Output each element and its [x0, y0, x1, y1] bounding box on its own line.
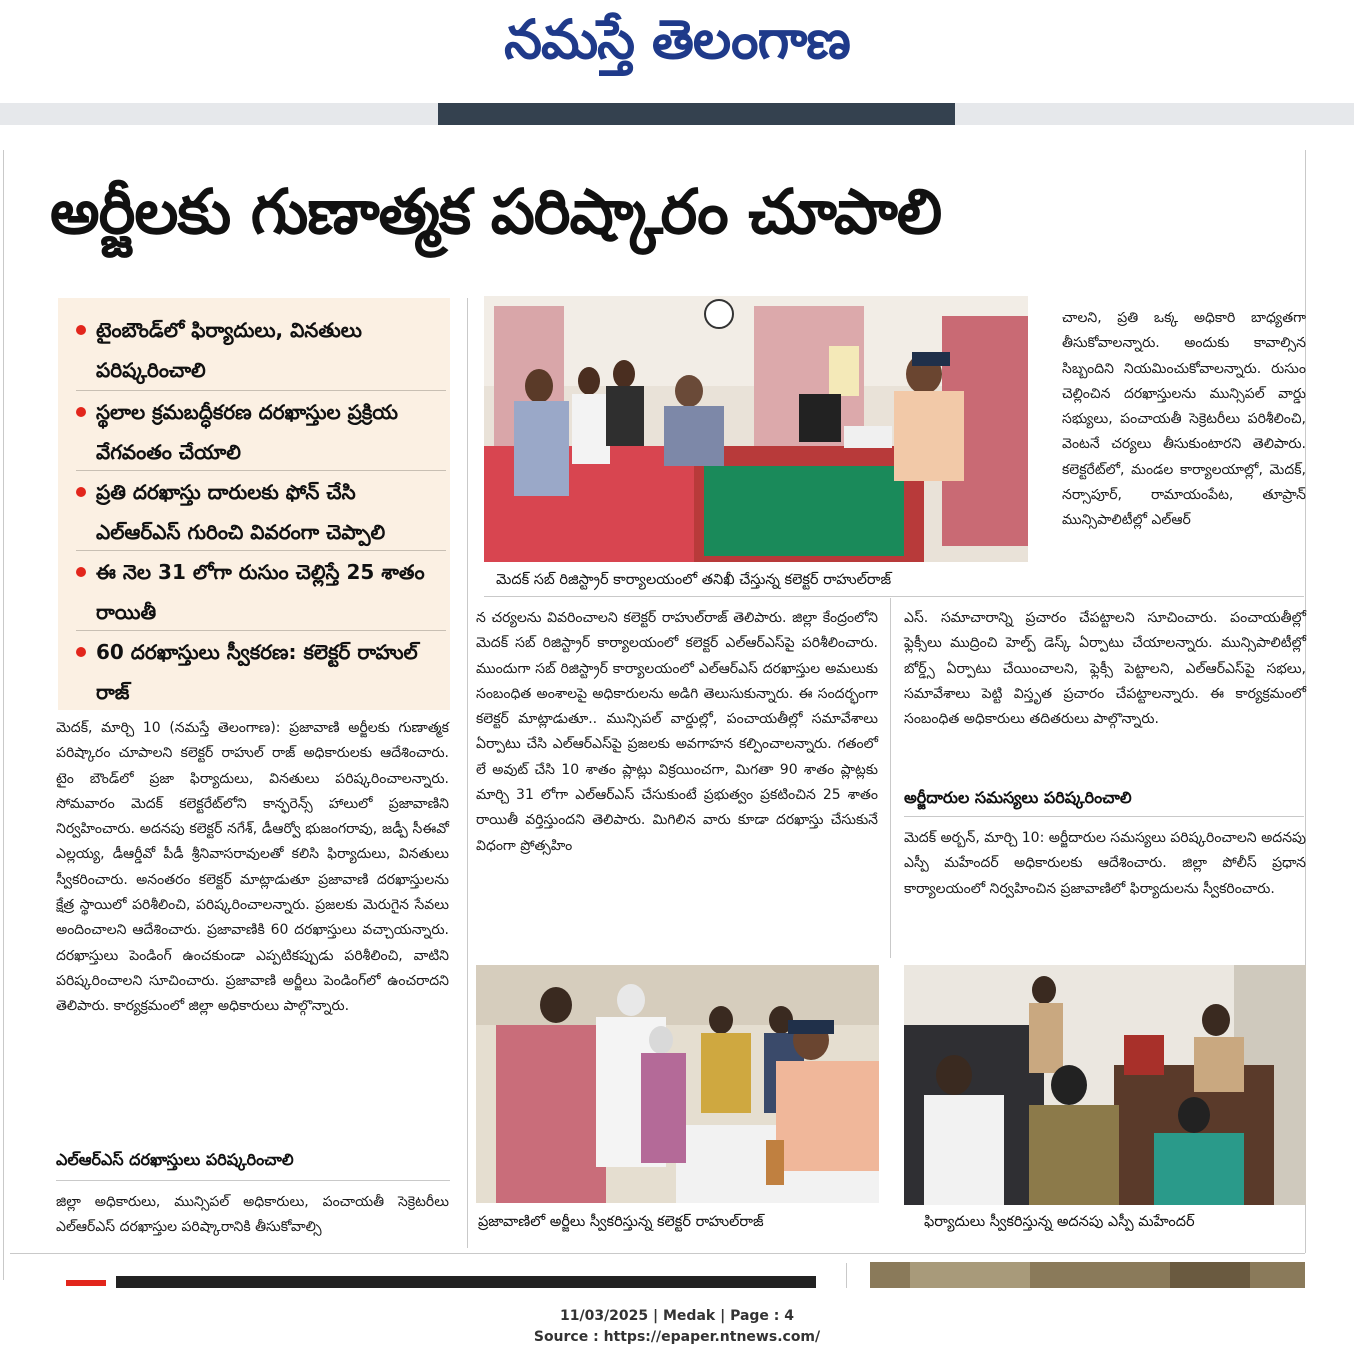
highlight-divider — [76, 470, 446, 471]
highlight-item: స్థలాల క్రమబద్ధీకరణ దరఖాస్తుల ప్రక్రియ వేగవంతం చేయాలి — [76, 392, 440, 472]
photo-caption: ఫిర్యాదులు స్వీకరిస్తున్న అదనపు ఎస్పీ మహేందర్ — [924, 1214, 1195, 1230]
next-article-photo — [870, 1262, 1305, 1288]
article-column-3: చాలని, ప్రతి ఒక్క అధికారి బాధ్యతగా తీసుకోవాలన్నారు. అందుకు కావాల్సిన సిబ్బందిని నియమించుకోవాలన్నారు. రుసుం చెల్లించిన దరఖాస్తులను మున్సిపల్ వార్డు సభ్యులు, పంచాయతీ సెక్రెటరీలు పరిశీలించి, వెంటనే చర్యలు తీసుకుంటారని తెలిపారు. కలెక్టరేట్‌లో, మండల కార్యాలయాల్లో, మెదక్, నర్సాపూర్, రామాయంపేట, తూప్రాన్ మున్సిపాలిటీల్లో ఎల్ఆర్ — [1062, 310, 1306, 529]
highlight-item: టైంబౌండ్‌లో ఫిర్యాదులు, వినతులు పరిష్కరించాలి — [76, 310, 440, 390]
highlight-divider — [76, 550, 446, 551]
photo-sub-registrar-inspection — [484, 296, 1028, 562]
bullet-icon — [76, 407, 86, 417]
page-border-bottom — [10, 1253, 1305, 1254]
bullet-icon — [76, 487, 86, 497]
subheading-grievances: అర్జీదారుల సమస్యలు పరిష్కరించాలి — [904, 788, 1132, 807]
photo-additional-sp — [904, 965, 1306, 1205]
footer-date-edition: 11/03/2025 | Medak | Page : 4 — [559, 1308, 795, 1324]
photo-prajavani-collector — [476, 965, 879, 1203]
section-divider — [484, 596, 1304, 597]
column-divider — [846, 1263, 847, 1288]
next-article-strip — [56, 1266, 846, 1288]
footer-source: Source : https://epaper.ntnews.com/ — [533, 1329, 821, 1345]
column-divider — [890, 598, 891, 958]
highlight-item: ఈ నెల 31 లోగా రుసుం చెల్లిస్తే 25 శాతం రాయితీ — [76, 552, 440, 632]
highlight-divider — [76, 630, 446, 631]
bullet-icon — [76, 325, 86, 335]
article-column-1: మెదక్, మార్చి 10 (నమస్తే తెలంగాణ): ప్రజావాణి అర్జీలకు గుణాత్మక పరిష్కారం చూపాలని కలెక్టర్ రాహుల్ రాజ్ అధికారులకు ఆదేశించారు. టైం బౌండ్‌లో ప్రజా ఫిర్యాదులు, వినతులు పరిష్కరించాలన్నారు. సోమవారం మెదక్ కలెక్టరేట్‌లోని కాన్ఫరెన్స్ హాలులో ప్రజావాణిని నిర్వహించారు. అదనపు కలెక్టర్ నగేశ్, డీఆర్వో భుజంగరావు, జడ్పీ సీఈవో ఎల్లయ్య, డీఆర్డీవో పీడీ శ్రీనివాసరావులతో కలిసి ఫిర్యాదులు, వినతులు స్వీకరించారు. అనంతరం కలెక్టర్ మాట్లాడుతూ ప్రజావాణి దరఖాస్తులను క్షేత్ర స్థాయిలో పరిశీలించి, పరిష్కరించాలన్నారు. ప్రజలకు మెరుగైన సేవలు అందించాలని ఆదేశించారు. ప్రజావాణికి 60 దరఖాస్తులు వచ్చాయన్నారు. దరఖాస్తులు పెండింగ్ ఉంచకుండా ఎప్పటికప్పుడు పరిశీలించి, వాటిని పరిష్కరించాలని సూచించారు. ప్రజావాణి అర్జీలు పెండింగ్‌లో ఉంచరాదని తెలిపారు. కార్యక్రమంలో జిల్లా అధికారులు పాల్గొన్నారు. — [56, 720, 449, 1015]
subheading-rule — [904, 816, 1304, 817]
highlight-item: 60 దరఖాస్తులు స్వీకరణ: కలెక్టర్ రాహుల్ రాజ్ — [76, 632, 440, 712]
photo-caption: ప్రజావాణిలో అర్జీలు స్వీకరిస్తున్న కలెక్టర్ రాహుల్‌రాజ్ — [478, 1214, 764, 1230]
article-column-1-continued: జిల్లా అధికారులు, మున్సిపల్ అధికారులు, పంచాయతీ సెక్రెటరీలు ఎల్ఆర్ఎస్ దరఖాస్తుల పరిష్కారానికి తీసుకోవాల్సి — [56, 1194, 449, 1236]
bullet-icon — [76, 647, 86, 657]
newspaper-logo: నమస్తే తెలంగాణ — [504, 8, 850, 71]
headline: అర్జీలకు గుణాత్మక పరిష్కారం చూపాలి — [50, 175, 942, 248]
article-police-grievance: మెదక్ అర్బన్, మార్చి 10: అర్జీదారుల సమస్యలు పరిష్కరించాలని అదనపు ఎస్పీ మహేందర్ అధికారులకు ఆదేశించారు. జిల్లా పోలీస్ ప్రధాన కార్యాలయంలో నిర్వహించిన ప్రజావాణిలో ఫిర్యాదులను స్వీకరించారు. — [904, 830, 1306, 897]
column-divider — [467, 298, 468, 1248]
subheading-rule — [56, 1180, 450, 1181]
subheading-lrs: ఎల్ఆర్ఎస్ దరఖాస్తులు పరిష్కరించాలి — [56, 1150, 294, 1169]
bullet-icon — [76, 567, 86, 577]
masthead — [0, 0, 1354, 100]
photo-caption: మెదక్ సబ్ రిజిస్ట్రార్ కార్యాలయంలో తనిఖీ చేస్తున్న కలెక్టర్ రాహుల్‌రాజ్ — [496, 572, 892, 588]
highlight-divider — [76, 390, 446, 391]
masthead-band-accent — [438, 103, 955, 125]
article-column-3-continued: ఎస్. సమాచారాన్ని ప్రచారం చేపట్టాలని సూచించారు. పంచాయతీల్లో ఫ్లెక్సీలు ముద్రించి హెల్ప్ డెస్క్ ఏర్పాటు చేయాలన్నారు. మున్సిపాలిటీల్లో బోర్డ్స్ ఏర్పాటు చేయించాలని, ఫ్లెక్సీ పెట్టాలని, ఎల్ఆర్ఎస్‌పై సభలు, సమావేశాలు పెట్టి విస్తృత ప్రచారం చేపట్టాలన్నారు. ఈ కార్యక్రమంలో సంబంధిత అధికారులు తదితరులు పాల్గొన్నారు. — [904, 610, 1306, 728]
highlights-box — [58, 298, 450, 710]
highlight-item: ప్రతి దరఖాస్తు దారులకు ఫోన్ చేసి ఎల్ఆర్ఎస్ గురించి వివరంగా చెప్పాలి — [76, 472, 440, 552]
page-border-left — [3, 150, 4, 1280]
article-column-2: న చర్యలను వివరించాలని కలెక్టర్ రాహుల్‌రాజ్ తెలిపారు. జిల్లా కేంద్రంలోని మెదక్ సబ్ రిజిస్ట్రార్ కార్యాలయంలో కలెక్టర్ ఎల్ఆర్ఎస్‌పై పరిశీలించారు. ముందుగా సబ్ రిజిస్ట్రార్ కార్యాలయంలో ఎల్ఆర్ఎస్ దరఖాస్తుల అమలుకు సంబంధిత అంశాలపై అధికారులను అడిగి తెలుసుకున్నారు. ఈ సందర్భంగా కలెక్టర్ మాట్లాడుతూ.. మున్సిపల్ వార్డుల్లో, పంచాయతీల్లో సమావేశాలు ఏర్పాటు చేసి ఎల్ఆర్ఎస్‌పై ప్రజలకు అవగాహన కల్పించాలన్నారు. గతంలో లే అవుట్ చేసి 10 శాతం ప్లాట్లు విక్రయించగా, మిగతా 90 శాతం ప్లాట్లకు మార్చి 31 లోగా ఎల్ఆర్ఎస్ చేసుకుంటే ప్రభుత్వం ప్రకటించిన 25 శాతం రాయితీ వర్తిస్తుందని తెలిపారు. మిగిలిన వారు కూడా దరఖాస్తు చేసుకునే విధంగా ప్రోత్సహిం — [476, 610, 878, 854]
